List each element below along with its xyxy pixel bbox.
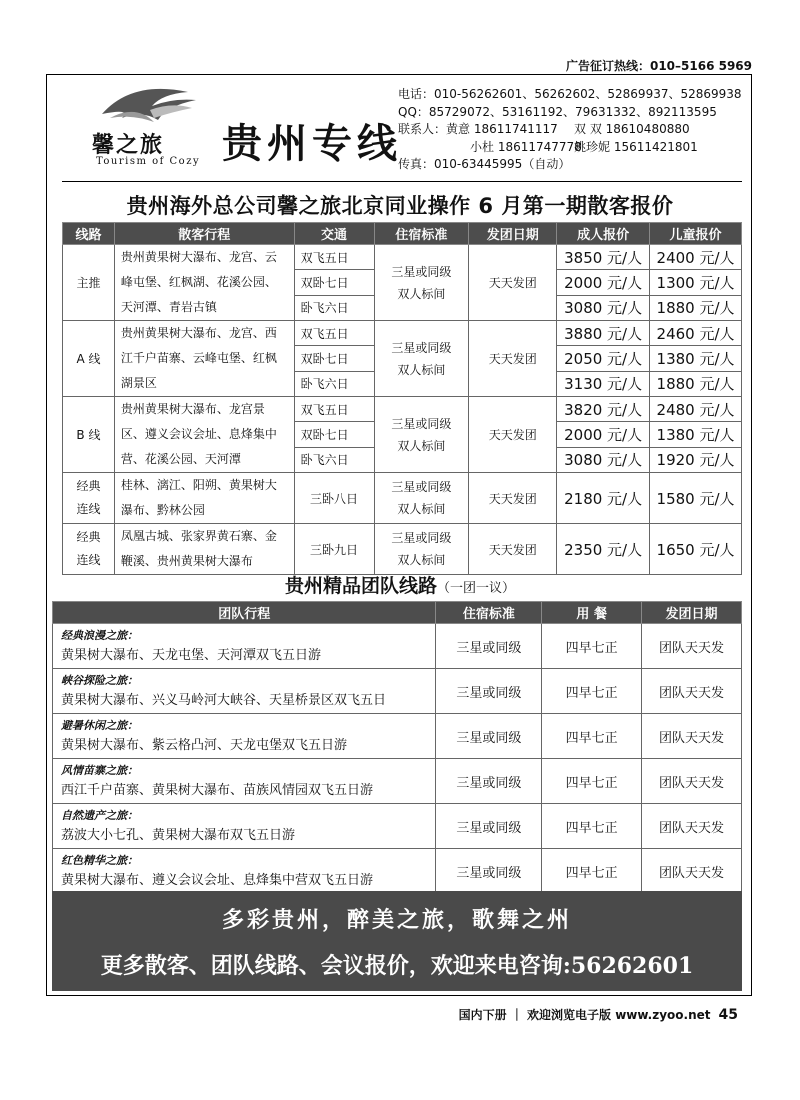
tour-detail: 黄果树大瀑布、天龙屯堡、天河潭双飞五日游 bbox=[61, 648, 322, 663]
lodging: 三星或同级 bbox=[436, 804, 542, 849]
table-row bbox=[63, 473, 742, 524]
depart-date: 天天发团 bbox=[469, 473, 557, 524]
adult-price: 2000 元/人 bbox=[557, 270, 650, 295]
lodging: 三星或同级 双人标间 bbox=[374, 524, 469, 575]
depart-date: 天天发团 bbox=[469, 397, 557, 473]
itinerary-cell bbox=[53, 804, 436, 849]
itinerary-cell bbox=[53, 849, 436, 894]
lodging: 三星或同级 双人标间 bbox=[374, 245, 469, 321]
itinerary-cell bbox=[53, 759, 436, 804]
group-table bbox=[52, 601, 742, 894]
phone-line: 电话：010-56262601、56262602、52869937、52869938 bbox=[398, 87, 742, 101]
column-header: 发团日期 bbox=[469, 223, 557, 245]
child-price: 1880 元/人 bbox=[650, 295, 742, 320]
lodging: 三星或同级 双人标间 bbox=[374, 321, 469, 397]
adult-price: 2180 元/人 bbox=[557, 473, 650, 524]
page-footer bbox=[459, 1006, 738, 1023]
adult-price: 2050 元/人 bbox=[557, 346, 650, 371]
column-header: 住宿标准 bbox=[436, 602, 542, 624]
adult-price: 3880 元/人 bbox=[557, 321, 650, 346]
route-detail: 贵州黄果树大瀑布、龙宫、西江千户苗寨、云峰屯堡、红枫湖景区 bbox=[114, 321, 294, 397]
meals: 四早七正 bbox=[542, 624, 642, 669]
contact-person: 小杜 18611747778 bbox=[470, 139, 582, 154]
table-row bbox=[53, 669, 742, 714]
line-name: A 线 bbox=[63, 321, 115, 397]
lodging: 三星或同级 双人标间 bbox=[374, 473, 469, 524]
header-divider bbox=[62, 181, 742, 182]
transport: 卧飞六日 bbox=[294, 295, 374, 320]
child-price: 1380 元/人 bbox=[650, 346, 742, 371]
contact-person: 姚珍妮 15611421801 bbox=[574, 139, 698, 154]
depart-date: 团队天天发 bbox=[642, 669, 742, 714]
tour-label: 经典浪漫之旅： bbox=[61, 629, 138, 642]
child-price: 1920 元/人 bbox=[650, 447, 742, 472]
transport: 卧飞六日 bbox=[294, 371, 374, 396]
meals: 四早七正 bbox=[542, 669, 642, 714]
table-header-row bbox=[53, 602, 742, 624]
transport: 双卧七日 bbox=[294, 270, 374, 295]
column-header: 团队行程 bbox=[53, 602, 436, 624]
tour-detail: 荔波大小七孔、黄果树大瀑布双飞五日游 bbox=[61, 828, 296, 843]
child-price: 1650 元/人 bbox=[650, 524, 742, 575]
qq-line: QQ：85729072、53161192、79631332、892113595 bbox=[398, 104, 717, 119]
transport: 三卧八日 bbox=[294, 473, 374, 524]
route-detail: 贵州黄果树大瀑布、龙宫景区、遵义会议会址、息烽集中营、花溪公园、天河潭 bbox=[114, 397, 294, 473]
column-header: 成人报价 bbox=[557, 223, 650, 245]
adult-price: 3080 元/人 bbox=[557, 295, 650, 320]
table-row bbox=[53, 804, 742, 849]
itinerary-cell bbox=[53, 669, 436, 714]
table-row bbox=[63, 397, 742, 422]
child-price: 1300 元/人 bbox=[650, 270, 742, 295]
child-price: 1880 元/人 bbox=[650, 371, 742, 396]
child-price: 2480 元/人 bbox=[650, 397, 742, 422]
adult-price: 3080 元/人 bbox=[557, 447, 650, 472]
route-detail: 凤凰古城、张家界黄石寨、金鞭溪、贵州黄果树大瀑布 bbox=[114, 524, 294, 575]
lodging: 三星或同级 bbox=[436, 669, 542, 714]
lodging: 三星或同级 双人标间 bbox=[374, 397, 469, 473]
group-title: 贵州精品团队线路 bbox=[284, 575, 437, 597]
depart-date: 天天发团 bbox=[469, 524, 557, 575]
adult-price: 3130 元/人 bbox=[557, 371, 650, 396]
depart-date: 团队天天发 bbox=[642, 759, 742, 804]
tour-label: 风情苗寨之旅： bbox=[61, 764, 138, 777]
column-header: 交通 bbox=[294, 223, 374, 245]
tour-label: 峡谷探险之旅： bbox=[61, 674, 138, 687]
line-name: 主推 bbox=[63, 245, 115, 321]
child-price: 1380 元/人 bbox=[650, 422, 742, 447]
column-header: 住宿标准 bbox=[374, 223, 469, 245]
child-price: 2400 元/人 bbox=[650, 245, 742, 270]
tour-label: 避暑休闲之旅： bbox=[61, 719, 138, 732]
table-row bbox=[53, 849, 742, 894]
line-name: B 线 bbox=[63, 397, 115, 473]
itinerary-cell bbox=[53, 714, 436, 759]
tour-label: 自然遗产之旅： bbox=[61, 809, 138, 822]
column-header: 儿童报价 bbox=[650, 223, 742, 245]
tour-label: 红色精华之旅： bbox=[61, 854, 138, 867]
transport: 双飞五日 bbox=[294, 397, 374, 422]
lodging: 三星或同级 bbox=[436, 849, 542, 894]
tour-detail: 黄果树大瀑布、兴义马岭河大峡谷、天星桥景区双飞五日 bbox=[61, 693, 387, 708]
meals: 四早七正 bbox=[542, 759, 642, 804]
group-title-note: （一团一议） bbox=[437, 581, 516, 596]
table-row bbox=[53, 624, 742, 669]
brand-name-cn: 馨之旅 bbox=[92, 132, 165, 158]
lodging: 三星或同级 bbox=[436, 759, 542, 804]
column-header: 用 餐 bbox=[542, 602, 642, 624]
banner-contact: 更多散客、团队线路、会议报价，欢迎来电咨询:56262601 bbox=[100, 953, 694, 979]
itinerary-cell bbox=[53, 624, 436, 669]
page-title: 贵州专线 bbox=[222, 120, 402, 167]
page-number: 45 bbox=[718, 1007, 738, 1023]
ad-hotline: 广告征订热线：010–5166 5969 bbox=[565, 59, 752, 73]
line-name: 经典 连线 bbox=[63, 524, 115, 575]
wave-logo-icon bbox=[92, 84, 210, 130]
adult-price: 3820 元/人 bbox=[557, 397, 650, 422]
adult-price: 3850 元/人 bbox=[557, 245, 650, 270]
lodging: 三星或同级 bbox=[436, 624, 542, 669]
table-row bbox=[53, 714, 742, 759]
quote-table bbox=[62, 222, 742, 575]
depart-date: 团队天天发 bbox=[642, 714, 742, 759]
table-header-row bbox=[63, 223, 742, 245]
table-row bbox=[53, 759, 742, 804]
table-row bbox=[63, 321, 742, 346]
depart-date: 团队天天发 bbox=[642, 804, 742, 849]
transport: 三卧九日 bbox=[294, 524, 374, 575]
brand-name-en: Tourism of Cozy bbox=[96, 156, 201, 167]
contact-block bbox=[398, 86, 748, 174]
depart-date: 团队天天发 bbox=[642, 849, 742, 894]
child-price: 2460 元/人 bbox=[650, 321, 742, 346]
adult-price: 2000 元/人 bbox=[557, 422, 650, 447]
group-section-title bbox=[0, 571, 800, 598]
adult-price: 2350 元/人 bbox=[557, 524, 650, 575]
table-row bbox=[63, 245, 742, 270]
contact-person: 双 双 18610480880 bbox=[574, 122, 690, 136]
depart-date: 天天发团 bbox=[469, 245, 557, 321]
banner-slogan: 多彩贵州，醉美之旅，歌舞之州 bbox=[221, 907, 572, 933]
meals: 四早七正 bbox=[542, 849, 642, 894]
lodging: 三星或同级 bbox=[436, 714, 542, 759]
promo-banner bbox=[52, 891, 742, 991]
line-name: 经典 连线 bbox=[63, 473, 115, 524]
table-row bbox=[63, 524, 742, 575]
quote-title: 贵州海外总公司馨之旅北京同业操作 6 月第一期散客报价 bbox=[126, 194, 674, 218]
depart-date: 天天发团 bbox=[469, 321, 557, 397]
transport: 双卧七日 bbox=[294, 346, 374, 371]
transport: 双飞五日 bbox=[294, 321, 374, 346]
transport: 双卧七日 bbox=[294, 422, 374, 447]
column-header: 发团日期 bbox=[642, 602, 742, 624]
meals: 四早七正 bbox=[542, 714, 642, 759]
transport: 卧飞六日 bbox=[294, 447, 374, 472]
child-price: 1580 元/人 bbox=[650, 473, 742, 524]
tour-detail: 西江千户苗寨、黄果树大瀑布、苗族风情园双飞五日游 bbox=[61, 783, 374, 798]
route-detail: 贵州黄果树大瀑布、龙宫、云峰屯堡、红枫湖、花溪公园、天河潭、青岩古镇 bbox=[114, 245, 294, 321]
footer-text: 国内下册 ｜ 欢迎浏览电子版 www.zyoo.net bbox=[458, 1008, 711, 1022]
column-header: 散客行程 bbox=[114, 223, 294, 245]
fax-line: 传真：010-63445995（自动） bbox=[398, 157, 571, 171]
route-detail: 桂林、漓江、阳朔、黄果树大瀑布、黔林公园 bbox=[114, 473, 294, 524]
transport: 双飞五日 bbox=[294, 245, 374, 270]
depart-date: 团队天天发 bbox=[642, 624, 742, 669]
tour-detail: 黄果树大瀑布、紫云格凸河、天龙屯堡双飞五日游 bbox=[61, 738, 348, 753]
contact-person: 联系人：黄意 18611741117 bbox=[398, 122, 558, 136]
tour-detail: 黄果树大瀑布、遵义会议会址、息烽集中营双飞五日游 bbox=[61, 873, 374, 888]
meals: 四早七正 bbox=[542, 804, 642, 849]
column-header: 线路 bbox=[63, 223, 115, 245]
